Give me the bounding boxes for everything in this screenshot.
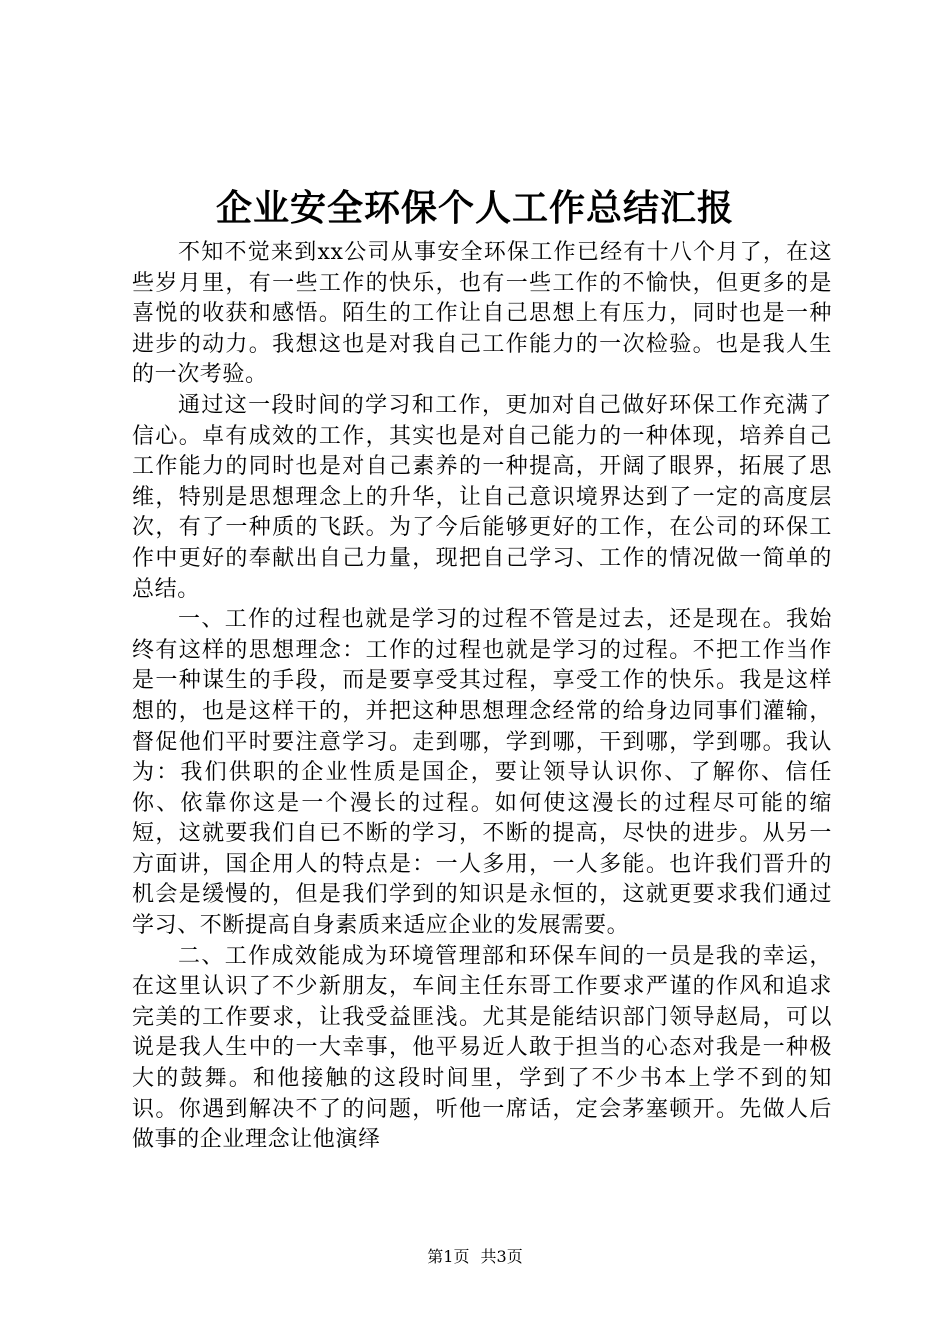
paragraph-section-two: 二、工作成效能成为环境管理部和环保车间的一员是我的幸运，在这里认识了不少新朋友，车间主任东哥工作要求严谨的作风和追求完美的工作要求，让我受益匪浅。尤其是能结识部门领导赵局，可以说是我人生中的一大幸事，他平易近人敢于担当的心态对我是一种极大的鼓舞。和他接触的这段时间里，学到了不少书本上学不到的知识。你遇到解决不了的问题，听他一席话，定会茅塞顿开。先做人后做事的企业理念让他演绎: [132, 943, 832, 1153]
paragraph-section-one: 一、工作的过程也就是学习的过程不管是过去，还是现在。我始终有这样的思想理念：工作的过程也就是学习的过程。不把工作当作是一种谋生的手段，而是要享受其过程，享受工作的快乐。我是这样想的，也是这样干的，并把这种思想理念经常的给身边同事们灌输，督促他们平时要注意学习。走到哪，学到哪，干到哪，学到哪。我认为：我们供职的企业性质是国企，要让领导认识你、了解你、信任你、依靠你这是一个漫长的过程。如何使这漫长的过程尽可能的缩短，这就要我们自已不断的学习，不断的提高，尽快的进步。从另一方面讲，国企用人的特点是：一人多用，一人多能。也许我们晋升的机会是缓慢的，但是我们学到的知识是永恒的，这就更要求我们通过学习、不断提高自身素质来适应企业的发展需要。: [132, 607, 832, 939]
page-total: 共3页: [480, 1247, 523, 1266]
paragraph-overview: 通过这一段时间的学习和工作，更加对自己做好环保工作充满了信心。卓有成效的工作，其实也是对自己能力的一种体现，培养自己工作能力的同时也是对自己素养的一种提高，开阔了眼界，拓展了思维，特别是思想理念上的升华，让自己意识境界达到了一定的高度层次，有了一种质的飞跃。为了今后能够更好的工作，在公司的环保工作中更好的奉献出自己力量，现把自己学习、工作的情况做一简单的总结。: [132, 392, 832, 602]
document-body: [132, 238, 832, 1156]
document-title: 企业安全环保个人工作总结汇报: [215, 187, 734, 229]
paragraph-intro: 不知不觉来到xx公司从事安全环保工作已经有十八个月了，在这些岁月里，有一些工作的快乐，也有一些工作的不愉快，但更多的是喜悦的收获和感悟。陌生的工作让自己思想上有压力，同时也是一种进步的动力。我想这也是对我自己工作能力的一次检验。也是我人生的一次考验。: [132, 240, 832, 388]
page-footer: [0, 1246, 950, 1268]
page-number: 第1页: [427, 1247, 470, 1266]
